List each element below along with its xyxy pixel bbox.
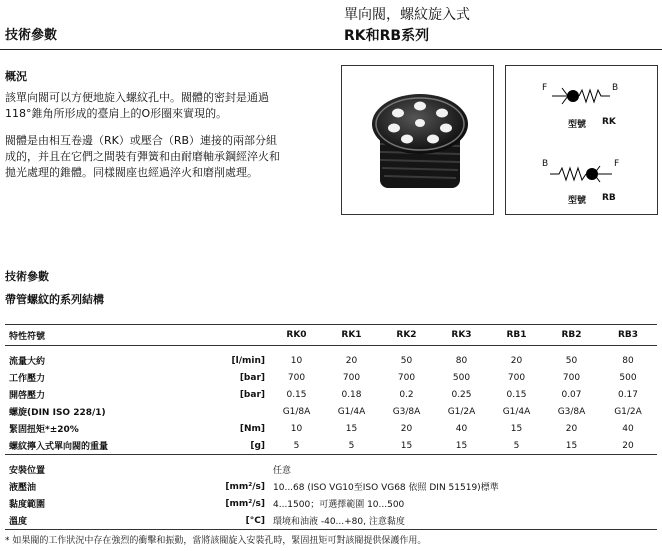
row-unit: [l/min] bbox=[231, 355, 265, 366]
cell: 40 bbox=[622, 423, 634, 434]
row-unit: [Nm] bbox=[239, 423, 265, 434]
cell: 20 bbox=[565, 423, 578, 434]
product-photo-frame bbox=[341, 65, 494, 215]
table-general-row bbox=[5, 478, 657, 495]
overview-line: 118°錐角所形成的臺肩上的O形圈來實現的。 bbox=[5, 107, 228, 120]
overview-paragraph-2 bbox=[5, 133, 335, 181]
rk-port-right: B bbox=[612, 83, 619, 93]
row-unit: [bar] bbox=[239, 389, 265, 400]
general-label: 溫度 bbox=[9, 517, 28, 527]
overview-line: 拋光處理的錐體。同樣閥座也經過淬火和磨削處理。 bbox=[5, 166, 258, 179]
table-general-row bbox=[5, 461, 657, 478]
cell: 10 bbox=[290, 355, 303, 366]
series-title: RK和RB系列 bbox=[344, 28, 430, 44]
cell: 700 bbox=[287, 372, 306, 383]
tech-subheading: 帶管螺紋的系列結構 bbox=[5, 293, 104, 306]
general-unit bbox=[207, 461, 269, 478]
cell: 40 bbox=[455, 423, 468, 434]
row-unit: [bar] bbox=[239, 372, 265, 383]
cell: 5 bbox=[324, 437, 379, 455]
header-unit-spacer bbox=[207, 325, 269, 346]
table-general-row bbox=[5, 495, 657, 512]
table-row bbox=[5, 437, 657, 455]
column-header: RK2 bbox=[379, 325, 434, 346]
overview-heading: 概況 bbox=[5, 70, 27, 83]
cell: 5 bbox=[489, 437, 544, 455]
general-value: 任意 bbox=[273, 466, 292, 476]
cell: 20 bbox=[510, 355, 523, 366]
cell: 700 bbox=[507, 372, 526, 383]
general-label: 安裝位置 bbox=[9, 466, 46, 476]
table-general-row bbox=[5, 512, 657, 530]
general-value: 4...1500；可選擇範圍 10...500 bbox=[273, 500, 405, 510]
row-label: 開啓壓力 bbox=[9, 391, 46, 401]
cell: 0.07 bbox=[561, 389, 582, 400]
cell: 15 bbox=[510, 423, 523, 434]
cell: 0.15 bbox=[506, 389, 527, 400]
row-unit: [g] bbox=[207, 437, 269, 455]
table-row bbox=[5, 352, 657, 369]
cell: 700 bbox=[562, 372, 581, 383]
cell: 0.18 bbox=[341, 389, 362, 400]
cell: 50 bbox=[565, 355, 578, 366]
cell: 20 bbox=[599, 437, 657, 455]
cell: 0.25 bbox=[451, 389, 472, 400]
cell: G1/4A bbox=[337, 406, 366, 417]
rb-type-label: 型號 bbox=[568, 196, 587, 206]
cell: 80 bbox=[622, 355, 634, 366]
table-row bbox=[5, 369, 657, 386]
page-title: 技術參數 bbox=[5, 28, 58, 43]
cell: 700 bbox=[342, 372, 361, 383]
general-value: 環境和油液 -40...+80, 注意黏度 bbox=[273, 517, 405, 527]
cell: 700 bbox=[397, 372, 416, 383]
cell: 500 bbox=[452, 372, 471, 383]
rk-port-left: F bbox=[542, 83, 548, 93]
spec-table bbox=[5, 324, 657, 530]
cell: G1/4A bbox=[502, 406, 531, 417]
footnote: * 如果閥的工作狀況中存在強烈的衝擊和振動，當將該閥旋入安裝孔時，緊固扭矩可對該閥提供保護作用。 bbox=[5, 536, 427, 546]
overview-line: 成的，并且在它們之間裝有彈簧和由耐磨軸承鋼經淬火和 bbox=[5, 150, 280, 163]
row-label: 流量大約 bbox=[9, 357, 46, 367]
overview-paragraph-1 bbox=[5, 90, 335, 122]
column-header: RK0 bbox=[269, 325, 324, 346]
row-label: 螺旋(DIN ISO 228/1) bbox=[9, 408, 106, 418]
cell: 0.2 bbox=[399, 389, 414, 400]
cell: 10 bbox=[290, 423, 303, 434]
cell: 20 bbox=[345, 355, 358, 366]
tech-heading: 技術參數 bbox=[5, 270, 49, 283]
cell: 15 bbox=[345, 423, 358, 434]
cell: 15 bbox=[544, 437, 599, 455]
product-title: 單向閥，螺紋旋入式 bbox=[344, 7, 470, 23]
table-row bbox=[5, 403, 657, 420]
general-unit: [mm²/s] bbox=[225, 498, 265, 509]
cell: G1/8A bbox=[282, 406, 311, 417]
rk-type-label: 型號 bbox=[568, 120, 587, 130]
rk-check-valve-symbol bbox=[546, 82, 619, 112]
cell: 50 bbox=[400, 355, 413, 366]
cell: 80 bbox=[455, 355, 468, 366]
rb-port-left: B bbox=[542, 159, 549, 169]
table-row bbox=[5, 386, 657, 403]
cell: 0.15 bbox=[286, 389, 307, 400]
cell: 5 bbox=[269, 437, 324, 455]
column-header: RK1 bbox=[324, 325, 379, 346]
row-label: 緊固扭矩*±20% bbox=[9, 425, 79, 435]
row-label: 螺紋擰入式單向閥的重量 bbox=[5, 437, 207, 455]
general-unit: [mm²/s] bbox=[225, 481, 265, 492]
general-label: 液壓油 bbox=[9, 483, 37, 493]
rk-type-code: RK bbox=[602, 117, 616, 127]
hydraulic-symbols-frame bbox=[505, 65, 658, 215]
cell: G1/2A bbox=[614, 406, 642, 417]
overview-line: 該單向閥可以方便地旋入螺紋孔中。閥體的密封是通過 bbox=[5, 91, 269, 104]
table-header-row bbox=[5, 325, 657, 346]
rb-type-code: RB bbox=[602, 193, 616, 203]
column-header: RB2 bbox=[544, 325, 599, 346]
cell: 20 bbox=[400, 423, 413, 434]
cell: G3/8A bbox=[557, 406, 586, 417]
cell: 15 bbox=[379, 437, 434, 455]
header-label: 特性符號 bbox=[5, 325, 207, 346]
cell: 0.17 bbox=[617, 389, 639, 400]
check-valve-photo bbox=[342, 66, 493, 214]
cell: G3/8A bbox=[392, 406, 421, 417]
header-rule bbox=[0, 49, 662, 50]
table-row bbox=[5, 420, 657, 437]
rb-check-valve-symbol bbox=[546, 160, 618, 190]
row-label: 工作壓力 bbox=[9, 374, 46, 384]
general-label: 黏度範圍 bbox=[9, 500, 46, 510]
general-unit: [°C] bbox=[245, 515, 265, 526]
cell: 500 bbox=[619, 372, 637, 383]
rb-port-right: F bbox=[614, 159, 620, 169]
general-value: 10...68 (ISO VG10至ISO VG68 依照 DIN 51519)標準 bbox=[273, 483, 499, 493]
column-header: RB1 bbox=[489, 325, 544, 346]
cell: 15 bbox=[434, 437, 489, 455]
column-header: RB3 bbox=[599, 325, 657, 346]
column-header: RK3 bbox=[434, 325, 489, 346]
row-unit bbox=[207, 403, 269, 420]
cell: G1/2A bbox=[447, 406, 476, 417]
overview-line: 閥體是由相互卷邊（RK）或壓合（RB）連接的兩部分組 bbox=[5, 134, 278, 147]
